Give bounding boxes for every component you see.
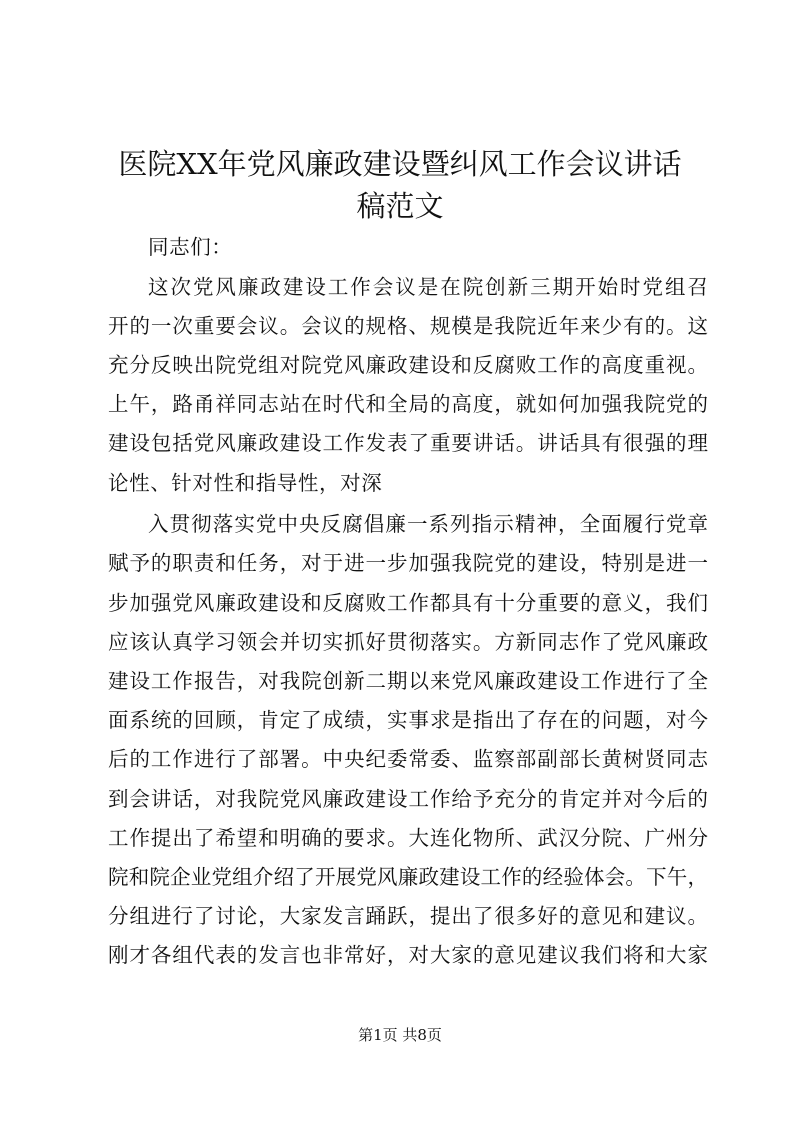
paragraph-2-line-9: 工作提出了希望和明确的要求。大连化物所、武汉分院、广州分 (108, 826, 708, 850)
paragraph-2-line-4: 应该认真学习领会并切实抓好贯彻落实。方新同志作了党风廉政 (108, 630, 708, 654)
paragraph-2-line-8: 到会讲话，对我院党风廉政建设工作给予充分的肯定并对今后的 (108, 787, 708, 811)
paragraph-1-line-6: 论性、针对性和指导性，对深 (108, 471, 383, 495)
paragraph-2-line-11: 分组进行了讨论，大家发言踊跃，提出了很多好的意见和建议。 (108, 904, 708, 928)
paragraph-1-line-2: 开的一次重要会议。会议的规格、规模是我院近年来少有的。这 (108, 314, 708, 338)
paragraph-2-line-1: 入贯彻落实党中央反腐倡廉一系列指示精神，全面履行党章 (148, 512, 708, 536)
paragraph-2-line-3: 步加强党风廉政建设和反腐败工作都具有十分重要的意义，我们 (108, 591, 708, 615)
paragraph-1-line-4: 上午，路甬祥同志站在时代和全局的高度，就如何加强我院党的 (108, 392, 708, 416)
paragraph-1-line-1: 这次党风廉政建设工作会议是在院创新三期开始时党组召 (148, 275, 708, 299)
paragraph-1-line-3: 充分反映出院党组对院党风廉政建设和反腐败工作的高度重视。 (108, 353, 708, 377)
paragraph-2-line-5: 建设工作报告，对我院创新二期以来党风廉政建设工作进行了全 (108, 669, 708, 693)
document-title-line-2: 稿范文 (356, 189, 444, 223)
paragraph-2-line-7: 后的工作进行了部署。中央纪委常委、监察部副部长黄树贤同志 (108, 747, 708, 771)
paragraph-1-line-5: 建设包括党风廉政建设工作发表了重要讲话。讲话具有很强的理 (108, 431, 708, 455)
page-number-footer: 第1页 共8页 (358, 1026, 442, 1044)
paragraph-2-line-10: 院和院企业党组介绍了开展党风廉政建设工作的经验体会。下午， (108, 865, 708, 889)
paragraph-2-line-6: 面系统的回顾，肯定了成绩，实事求是指出了存在的问题，对今 (108, 708, 708, 732)
salutation: 同志们： (148, 235, 233, 259)
paragraph-2-line-12: 刚才各组代表的发言也非常好，对大家的意见建议我们将和大家 (108, 943, 708, 967)
document-title-line-1: 医院XX年党风廉政建设暨纠风工作会议讲话 (118, 147, 682, 181)
paragraph-2-line-2: 赋予的职责和任务，对于进一步加强我院党的建设，特别是进一 (108, 551, 708, 575)
